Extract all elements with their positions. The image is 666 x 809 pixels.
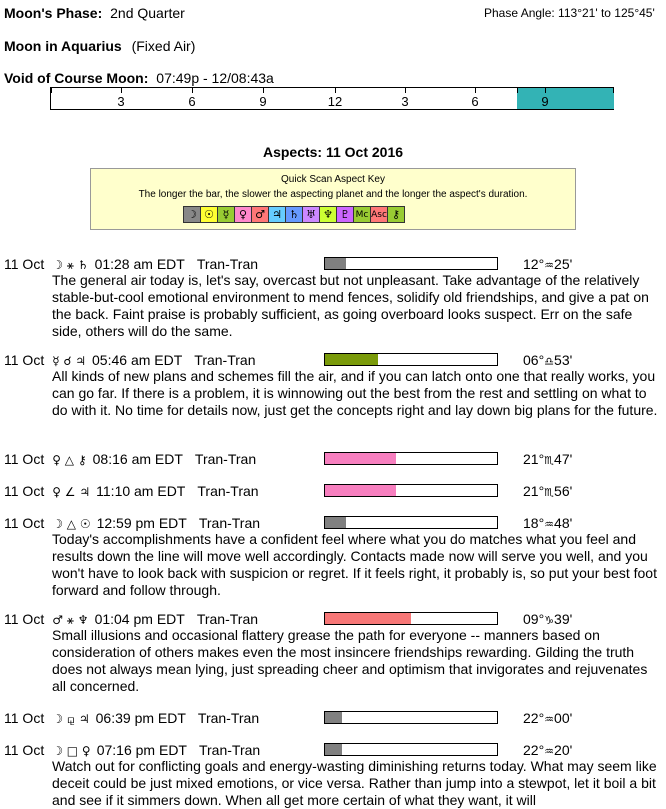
aspect-type: Tran-Tran xyxy=(198,742,261,758)
timeline-tick xyxy=(192,88,193,93)
timeline-label: 3 xyxy=(401,94,409,109)
aspect-duration-fill xyxy=(325,485,396,496)
timeline-tick xyxy=(545,88,546,93)
aspect-duration-bar xyxy=(324,612,498,625)
position-minute: 39' xyxy=(554,611,573,627)
key-cell-neptune: ♆ xyxy=(319,206,337,223)
aspect-duration-bar xyxy=(324,516,498,529)
position-minute: 47' xyxy=(554,451,573,467)
position-degree: 21° xyxy=(523,451,545,467)
voc-value: 07:49p - 12/08:43a xyxy=(156,70,274,86)
zodiac-sign-icon: ♒ xyxy=(544,713,555,726)
aspect-glyphs: ♂ ⚹ ♆ xyxy=(52,613,89,627)
position-degree: 22° xyxy=(523,742,545,758)
aspect-time: 08:16 am EDT xyxy=(92,451,183,467)
void-period-bar xyxy=(517,88,614,109)
zodiac-sign-icon: ♒ xyxy=(544,259,555,272)
void-of-course xyxy=(4,70,274,86)
key-cell-venus: ♀ xyxy=(234,206,252,223)
timeline-tick xyxy=(613,88,614,93)
aspect-glyphs: ☽ ⚼ ♃ xyxy=(52,712,90,726)
aspect-date: 11 Oct xyxy=(4,611,45,627)
aspect-glyphs: ☽ ⚹ ♄ xyxy=(52,258,89,272)
timeline-label: 9 xyxy=(259,94,267,109)
aspect-duration-fill xyxy=(325,712,342,723)
aspect-type: Tran-Tran xyxy=(194,451,257,467)
aspect-description: The general air today is, let's say, overcast but not unpleasant. Take advantage of the relatively stable-but-cool emotional environment to mend fences, solidify old friendships, and give a pat on the back. Faint praise is probably sufficient, as going overboard looks suspect. Err on the safe side, others will do the same. xyxy=(52,272,649,339)
aspect-duration-bar xyxy=(324,452,498,465)
aspect-type: Tran-Tran xyxy=(196,611,259,627)
aspect-glyphs: ☿ ☌ ♃ xyxy=(52,354,87,368)
key-cell-midheaven: Mc xyxy=(353,206,371,223)
aspect-row xyxy=(4,352,255,368)
timeline-label: 12 xyxy=(327,94,343,109)
timeline-tick xyxy=(263,88,264,93)
position-degree: 09° xyxy=(523,611,545,627)
aspect-date: 11 Oct xyxy=(4,256,45,272)
aspect-duration-bar xyxy=(324,353,498,366)
aspect-type: Tran-Tran xyxy=(196,256,259,272)
timeline-label: 3 xyxy=(117,94,125,109)
aspect-key-title: Quick Scan Aspect Key xyxy=(281,174,385,185)
position-degree: 21° xyxy=(523,483,545,499)
aspect-position xyxy=(523,483,572,499)
position-degree: 12° xyxy=(523,256,545,272)
key-cell-jupiter: ♃ xyxy=(268,206,286,223)
aspect-position xyxy=(523,742,572,758)
voc-label: Void of Course Moon: xyxy=(4,70,149,86)
position-minute: 53' xyxy=(554,352,573,368)
aspect-description: Today's accomplishments have a confident feel where what you do matches what you feel and results down the line will move well accordingly. Contacts made now will serve you well, and you won't have to look back with suspicion or regret. If it feels right, it probably is, so put your best foot forward and follow through. xyxy=(52,531,657,598)
aspect-date: 11 Oct xyxy=(4,710,45,726)
aspect-row xyxy=(4,515,260,531)
aspect-description: Watch out for conflicting goals and energy-wasting diminishing returns today. What may seem like deceit could be just mixed emotions, or vice versa. Rather than jump into a stewpot, let it boil a bit and see if it simmers down. When all get more certain of what they want, it will xyxy=(52,758,657,808)
moon-phase-label: Moon's Phase: xyxy=(4,5,103,21)
aspect-position xyxy=(523,611,572,627)
aspect-description: All kinds of new plans and schemes fill the air, and if you can latch onto one that really works, you can go far. If there is a problem, it is winnowing out the best from the rest and settling on what to do with it. No time for details now, just get the concepts right and lay down big plans for the future. xyxy=(52,368,658,418)
zodiac-sign-icon: ♑ xyxy=(544,614,555,627)
position-minute: 25' xyxy=(554,256,573,272)
zodiac-sign-icon: ♒ xyxy=(544,518,555,531)
aspect-time: 05:46 am EDT xyxy=(92,352,183,368)
aspect-duration-fill xyxy=(325,453,396,464)
moon-phase xyxy=(4,5,185,21)
aspect-time: 06:39 pm EDT xyxy=(95,710,186,726)
aspect-type: Tran-Tran xyxy=(194,352,256,368)
aspect-duration-fill xyxy=(325,613,411,624)
aspect-time: 12:59 pm EDT xyxy=(96,515,187,531)
aspect-time: 01:04 pm EDT xyxy=(94,611,185,627)
aspect-row xyxy=(4,256,258,273)
aspect-position xyxy=(523,352,572,368)
key-cell-mercury: ☿ xyxy=(217,206,235,223)
key-cell-mars: ♂ xyxy=(251,206,269,223)
aspect-glyphs: ☽ □ ♀ xyxy=(52,744,91,758)
key-cell-ascendant: Asc xyxy=(370,206,388,223)
zodiac-sign-icon: ♒ xyxy=(544,745,555,758)
aspect-glyphs: ♀ ∠ ♃ xyxy=(52,485,91,499)
aspect-date: 11 Oct xyxy=(4,515,45,531)
key-cell-pluto: ♇ xyxy=(336,206,354,223)
aspect-duration-fill xyxy=(325,354,378,365)
aspect-type: Tran-Tran xyxy=(197,483,259,499)
key-cell-chiron: ⚷ xyxy=(387,206,405,223)
aspect-duration-fill xyxy=(325,258,346,269)
timeline-tick xyxy=(475,88,476,93)
timeline-tick xyxy=(405,88,406,93)
aspect-time: 01:28 am EDT xyxy=(94,256,185,272)
zodiac-sign-icon: ♎ xyxy=(544,355,555,368)
aspect-type: Tran-Tran xyxy=(197,710,260,726)
aspect-duration-bar xyxy=(324,484,498,497)
aspect-position xyxy=(523,451,572,467)
aspect-key xyxy=(90,168,576,230)
aspect-date: 11 Oct xyxy=(4,742,45,758)
aspect-date: 11 Oct xyxy=(4,451,45,467)
aspect-key-subtitle: The longer the bar, the slower the aspecting planet and the longer the aspect's duration. xyxy=(138,189,528,200)
key-cell-uranus: ♅ xyxy=(302,206,320,223)
aspect-row xyxy=(4,611,258,628)
phase-angle: Phase Angle: 113°21' to 125°45' xyxy=(484,6,655,20)
moon-sign xyxy=(4,38,195,54)
aspect-duration-bar xyxy=(324,711,498,724)
aspect-row xyxy=(4,483,259,499)
moon-sign-quality: (Fixed Air) xyxy=(131,38,196,54)
position-minute: 00' xyxy=(554,710,573,726)
aspect-duration-bar xyxy=(324,257,498,270)
aspect-description: Small illusions and occasional flattery grease the path for everyone -- manners based on consideration of others makes even the most insincere friendships rewarding. Gilding the truth does not always mean lying, just spreading cheer and optimism that invigorates and rejuvenates all concerned. xyxy=(52,627,648,694)
aspect-row xyxy=(4,710,259,727)
timeline-tick xyxy=(335,88,336,93)
position-degree: 22° xyxy=(523,710,545,726)
position-minute: 56' xyxy=(554,483,573,499)
aspect-position xyxy=(523,515,572,531)
aspect-row xyxy=(4,451,256,467)
aspect-glyphs: ♀ △ ⚷ xyxy=(52,453,87,467)
aspect-glyphs: ☽ △ ☉ xyxy=(52,517,91,531)
void-timeline xyxy=(50,87,614,110)
aspect-time: 07:16 pm EDT xyxy=(96,742,187,758)
position-degree: 06° xyxy=(523,352,545,368)
position-minute: 48' xyxy=(554,515,573,531)
aspect-time: 11:10 am EDT xyxy=(96,483,186,499)
moon-phase-value: 2nd Quarter xyxy=(110,5,185,21)
aspect-duration-fill xyxy=(325,744,342,755)
key-cell-moon: ☽ xyxy=(183,206,201,223)
timeline-label: 6 xyxy=(188,94,196,109)
aspect-key-cells xyxy=(183,206,404,223)
aspects-title: Aspects: 11 Oct 2016 xyxy=(262,144,404,160)
aspect-position xyxy=(523,710,572,726)
key-cell-saturn: ♄ xyxy=(285,206,303,223)
timeline-tick xyxy=(517,88,518,93)
aspect-date: 11 Oct xyxy=(4,483,45,499)
zodiac-sign-icon: ♏ xyxy=(544,486,555,499)
aspect-type: Tran-Tran xyxy=(198,515,261,531)
moon-sign-label: Moon in Aquarius xyxy=(4,38,122,54)
timeline-tick xyxy=(121,88,122,93)
key-cell-sun: ☉ xyxy=(200,206,218,223)
aspect-date: 11 Oct xyxy=(4,352,45,368)
position-minute: 20' xyxy=(554,742,573,758)
aspect-position xyxy=(523,256,572,272)
zodiac-sign-icon: ♏ xyxy=(544,454,555,467)
position-degree: 18° xyxy=(523,515,545,531)
timeline-label: 6 xyxy=(471,94,479,109)
timeline-label: 9 xyxy=(541,94,549,109)
timeline-tick xyxy=(51,88,52,93)
aspect-duration-bar xyxy=(324,743,498,756)
aspect-row xyxy=(4,742,260,758)
aspect-duration-fill xyxy=(325,517,346,528)
